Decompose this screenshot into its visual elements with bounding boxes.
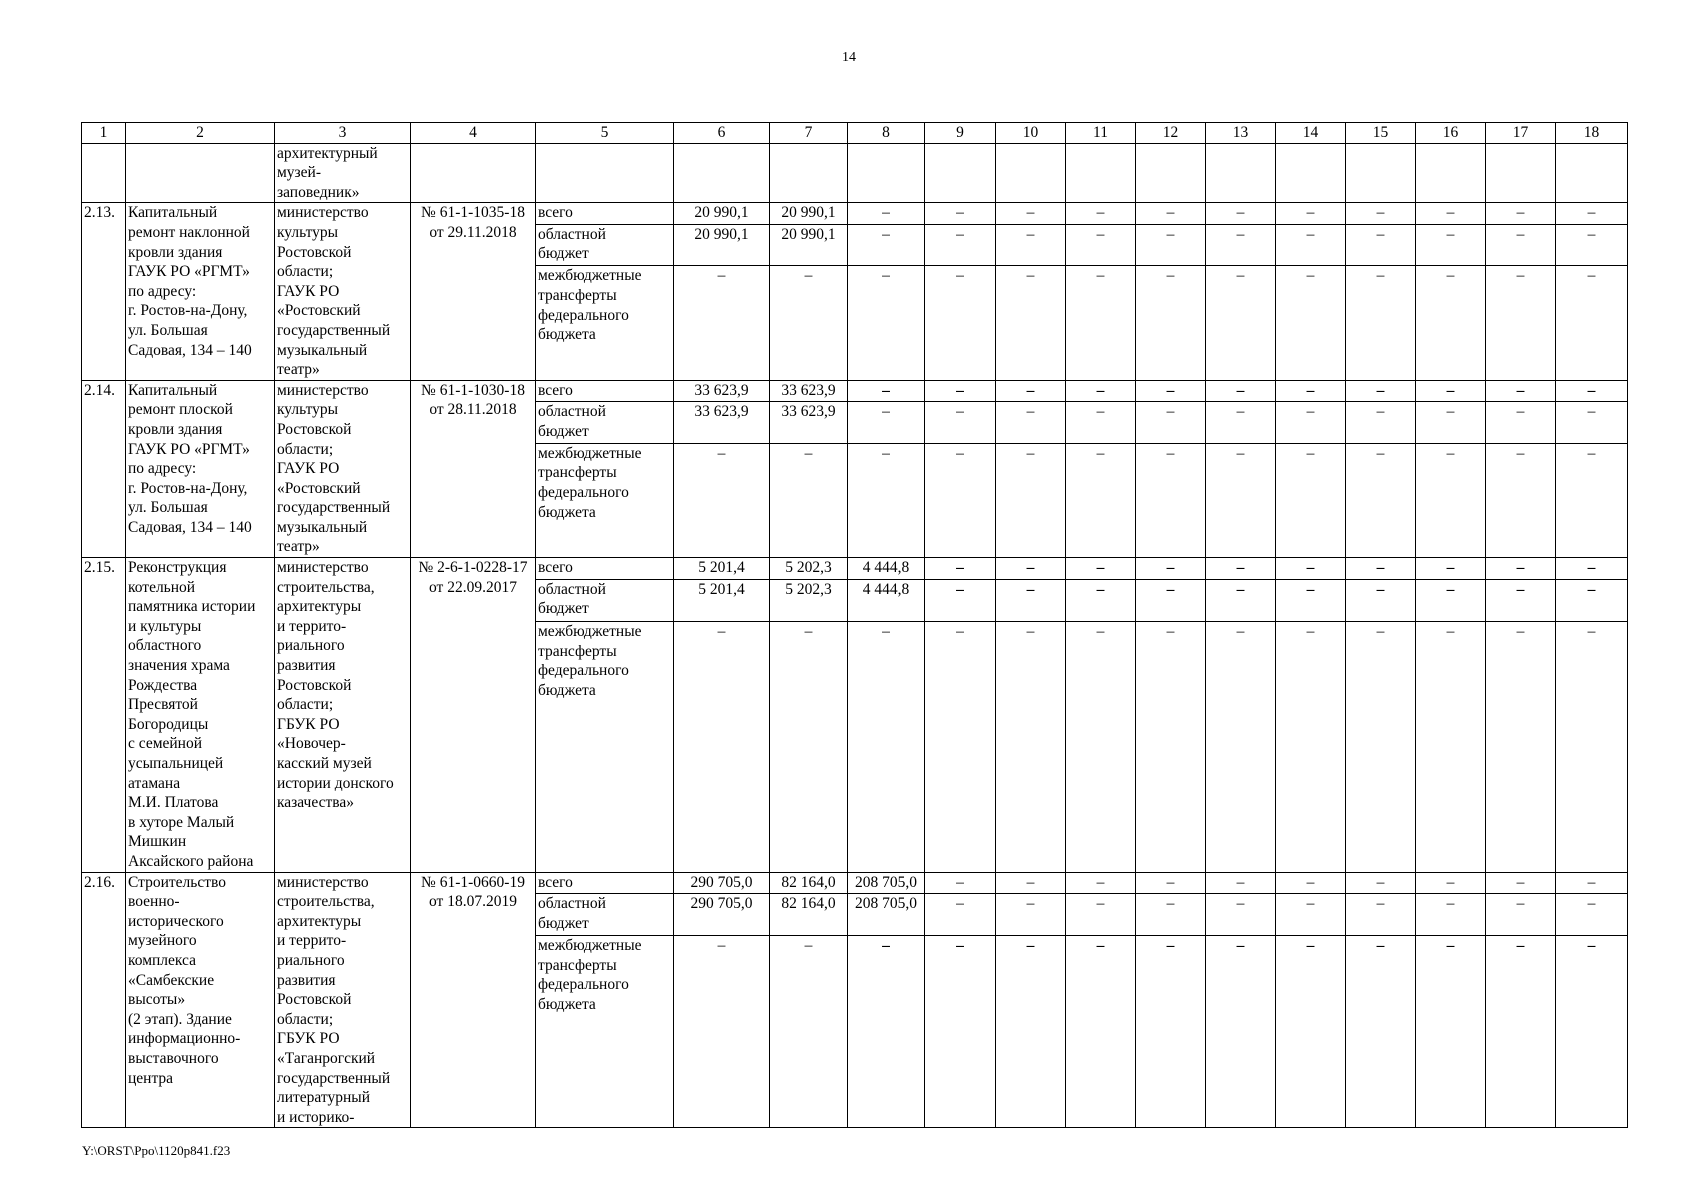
- value-col-16: –: [1416, 558, 1486, 580]
- item-number: 2.13.: [82, 203, 126, 380]
- funding-source: всего: [536, 558, 674, 580]
- value-col-11: –: [1066, 402, 1136, 444]
- value-col-13: –: [1206, 579, 1276, 621]
- value-col-17: –: [1486, 443, 1556, 557]
- column-header: 8: [848, 123, 925, 144]
- funding-source: всего: [536, 203, 674, 224]
- value-col-9: –: [925, 894, 996, 936]
- value-col-7: 20 990,1: [770, 224, 848, 266]
- value-col-7: 33 623,9: [770, 402, 848, 444]
- item-document: № 2-6-1-0228-17 от 22.09.2017: [411, 558, 536, 873]
- value-col-14: –: [1276, 558, 1346, 580]
- value-col-15: –: [1346, 380, 1416, 401]
- value-col-17: –: [1486, 224, 1556, 266]
- value-col-9: –: [925, 936, 996, 1128]
- value-col-8: –: [848, 266, 925, 380]
- value-col-6: 290 705,0: [674, 894, 770, 936]
- value-col-16: –: [1416, 579, 1486, 621]
- item-number: 2.15.: [82, 558, 126, 873]
- value-col-6: 33 623,9: [674, 402, 770, 444]
- column-header: 13: [1206, 123, 1276, 144]
- column-header: 9: [925, 123, 996, 144]
- item-number: 2.14.: [82, 380, 126, 557]
- value-col-16: –: [1416, 936, 1486, 1128]
- table-row: [82, 558, 1628, 580]
- funding-source: всего: [536, 380, 674, 401]
- value-col-13: –: [1206, 380, 1276, 401]
- value-col-6: 5 201,4: [674, 558, 770, 580]
- value-col-12: –: [1136, 203, 1206, 224]
- value-col-10: –: [996, 894, 1066, 936]
- value-col-8: –: [848, 936, 925, 1128]
- value-col-7: 82 164,0: [770, 872, 848, 894]
- value-col-7: –: [770, 622, 848, 872]
- value-col-12: –: [1136, 402, 1206, 444]
- value-col-15: –: [1346, 443, 1416, 557]
- column-header: 6: [674, 123, 770, 144]
- value-col-6: –: [674, 443, 770, 557]
- value-col-13: –: [1206, 558, 1276, 580]
- value-col-10: –: [996, 936, 1066, 1128]
- value-col-8: 4 444,8: [848, 579, 925, 621]
- value-col-11: –: [1066, 579, 1136, 621]
- column-header: 11: [1066, 123, 1136, 144]
- column-header: 2: [126, 123, 275, 144]
- value-col-14: –: [1276, 579, 1346, 621]
- table-row: [82, 380, 1628, 401]
- value-col-14: –: [1276, 266, 1346, 380]
- value-col-16: –: [1416, 872, 1486, 894]
- value-col-14: –: [1276, 872, 1346, 894]
- funding-source: межбюджетные трансферты федерального бюджета: [536, 443, 674, 557]
- value-col-6: 33 623,9: [674, 380, 770, 401]
- column-header: 18: [1556, 123, 1628, 144]
- value-col-17: –: [1486, 558, 1556, 580]
- value-col-9: –: [925, 380, 996, 401]
- value-col-13: –: [1206, 894, 1276, 936]
- funding-source: межбюджетные трансферты федерального бюджета: [536, 622, 674, 872]
- value-col-6: –: [674, 622, 770, 872]
- value-col-8: –: [848, 402, 925, 444]
- value-col-16: –: [1416, 266, 1486, 380]
- continuation-org: архитектурный музей- заповедник»: [275, 143, 411, 203]
- value-col-10: –: [996, 224, 1066, 266]
- value-col-11: –: [1066, 894, 1136, 936]
- value-col-8: –: [848, 224, 925, 266]
- value-col-13: –: [1206, 402, 1276, 444]
- value-col-15: –: [1346, 936, 1416, 1128]
- value-col-6: 20 990,1: [674, 203, 770, 224]
- value-col-13: –: [1206, 203, 1276, 224]
- value-col-15: –: [1346, 224, 1416, 266]
- value-col-18: –: [1556, 224, 1628, 266]
- value-col-10: –: [996, 402, 1066, 444]
- value-col-7: –: [770, 443, 848, 557]
- value-col-9: –: [925, 872, 996, 894]
- value-col-9: –: [925, 558, 996, 580]
- value-col-9: –: [925, 203, 996, 224]
- column-header: 4: [411, 123, 536, 144]
- value-col-17: –: [1486, 402, 1556, 444]
- item-organization: министерство строительства, архитектуры и террито- риального развития Ростовской области; ГБУК РО «Таганрогский государственный литературный и историко-: [275, 872, 411, 1128]
- column-header: 5: [536, 123, 674, 144]
- value-col-10: –: [996, 558, 1066, 580]
- value-col-11: –: [1066, 443, 1136, 557]
- column-number-row: [82, 123, 1628, 144]
- value-col-18: –: [1556, 558, 1628, 580]
- value-col-16: –: [1416, 894, 1486, 936]
- value-col-17: –: [1486, 203, 1556, 224]
- value-col-18: –: [1556, 266, 1628, 380]
- value-col-18: –: [1556, 579, 1628, 621]
- value-col-6: –: [674, 936, 770, 1128]
- value-col-10: –: [996, 266, 1066, 380]
- value-col-15: –: [1346, 872, 1416, 894]
- value-col-12: –: [1136, 894, 1206, 936]
- value-col-15: –: [1346, 402, 1416, 444]
- value-col-13: –: [1206, 936, 1276, 1128]
- value-col-15: –: [1346, 266, 1416, 380]
- value-col-7: 33 623,9: [770, 380, 848, 401]
- item-document: № 61-1-1030-18 от 28.11.2018: [411, 380, 536, 557]
- column-header: 10: [996, 123, 1066, 144]
- funding-source: областной бюджет: [536, 894, 674, 936]
- value-col-17: –: [1486, 380, 1556, 401]
- value-col-8: 208 705,0: [848, 872, 925, 894]
- value-col-11: –: [1066, 380, 1136, 401]
- item-name: Реконструкция котельной памятника истории и культуры областного значения храма Рождества Пресвятой Богородицы с семейной усыпальницей атамана М.И. Платова в хуторе Малый Мишкин Аксайского района: [126, 558, 275, 873]
- item-organization: министерство строительства, архитектуры и террито- риального развития Ростовской области; ГБУК РО «Новочер- касский музей истории донского казачества»: [275, 558, 411, 873]
- funding-source: областной бюджет: [536, 402, 674, 444]
- value-col-8: –: [848, 203, 925, 224]
- funding-source: межбюджетные трансферты федерального бюджета: [536, 266, 674, 380]
- column-header: 12: [1136, 123, 1206, 144]
- item-name: Капитальный ремонт наклонной кровли здания ГАУК РО «РГМТ» по адресу: г. Ростов-на-Дону, ул. Большая Садовая, 134 – 140: [126, 203, 275, 380]
- value-col-13: –: [1206, 872, 1276, 894]
- value-col-7: 82 164,0: [770, 894, 848, 936]
- value-col-15: –: [1346, 894, 1416, 936]
- value-col-6: –: [674, 266, 770, 380]
- value-col-11: –: [1066, 872, 1136, 894]
- value-col-16: –: [1416, 443, 1486, 557]
- value-col-11: –: [1066, 936, 1136, 1128]
- value-col-14: –: [1276, 402, 1346, 444]
- value-col-10: –: [996, 203, 1066, 224]
- value-col-14: –: [1276, 622, 1346, 872]
- value-col-12: –: [1136, 224, 1206, 266]
- value-col-14: –: [1276, 936, 1346, 1128]
- value-col-17: –: [1486, 266, 1556, 380]
- value-col-16: –: [1416, 203, 1486, 224]
- column-header: 14: [1276, 123, 1346, 144]
- value-col-6: 290 705,0: [674, 872, 770, 894]
- continuation-row: [82, 143, 1628, 203]
- value-col-17: –: [1486, 579, 1556, 621]
- value-col-12: –: [1136, 936, 1206, 1128]
- value-col-17: –: [1486, 894, 1556, 936]
- value-col-6: 20 990,1: [674, 224, 770, 266]
- item-organization: министерство культуры Ростовской области; ГАУК РО «Ростовский государственный музыкальный театр»: [275, 203, 411, 380]
- item-name: Капитальный ремонт плоской кровли здания ГАУК РО «РГМТ» по адресу: г. Ростов-на-Дону, ул. Большая Садовая, 134 – 140: [126, 380, 275, 557]
- value-col-7: –: [770, 266, 848, 380]
- value-col-17: –: [1486, 936, 1556, 1128]
- value-col-17: –: [1486, 622, 1556, 872]
- value-col-9: –: [925, 266, 996, 380]
- value-col-11: –: [1066, 622, 1136, 872]
- value-col-15: –: [1346, 558, 1416, 580]
- value-col-12: –: [1136, 266, 1206, 380]
- value-col-9: –: [925, 622, 996, 872]
- value-col-12: –: [1136, 443, 1206, 557]
- value-col-12: –: [1136, 622, 1206, 872]
- value-col-14: –: [1276, 380, 1346, 401]
- value-col-15: –: [1346, 203, 1416, 224]
- item-document: № 61-1-0660-19 от 18.07.2019: [411, 872, 536, 1128]
- value-col-7: –: [770, 936, 848, 1128]
- value-col-12: –: [1136, 558, 1206, 580]
- column-header: 1: [82, 123, 126, 144]
- item-document: № 61-1-1035-18 от 29.11.2018: [411, 203, 536, 380]
- value-col-15: –: [1346, 622, 1416, 872]
- value-col-18: –: [1556, 872, 1628, 894]
- value-col-9: –: [925, 579, 996, 621]
- value-col-11: –: [1066, 558, 1136, 580]
- value-col-13: –: [1206, 622, 1276, 872]
- value-col-14: –: [1276, 894, 1346, 936]
- page-number: 14: [842, 50, 856, 65]
- value-col-12: –: [1136, 872, 1206, 894]
- value-col-8: 208 705,0: [848, 894, 925, 936]
- value-col-8: –: [848, 622, 925, 872]
- value-col-10: –: [996, 579, 1066, 621]
- value-col-8: –: [848, 443, 925, 557]
- value-col-18: –: [1556, 380, 1628, 401]
- value-col-16: –: [1416, 224, 1486, 266]
- value-col-13: –: [1206, 266, 1276, 380]
- value-col-16: –: [1416, 402, 1486, 444]
- value-col-11: –: [1066, 203, 1136, 224]
- value-col-9: –: [925, 224, 996, 266]
- value-col-17: –: [1486, 872, 1556, 894]
- item-name: Строительство военно- исторического музейного комплекса «Самбекские высоты» (2 этап). Здание информационно- выставочного центра: [126, 872, 275, 1128]
- column-header: 17: [1486, 123, 1556, 144]
- value-col-18: –: [1556, 622, 1628, 872]
- value-col-8: 4 444,8: [848, 558, 925, 580]
- value-col-10: –: [996, 622, 1066, 872]
- footer-file-path: Y:\ORST\Ppo\1120p841.f23: [82, 1143, 231, 1158]
- value-col-15: –: [1346, 579, 1416, 621]
- value-col-18: –: [1556, 936, 1628, 1128]
- value-col-10: –: [996, 380, 1066, 401]
- value-col-11: –: [1066, 266, 1136, 380]
- value-col-10: –: [996, 872, 1066, 894]
- table-body: [82, 123, 1628, 1128]
- value-col-9: –: [925, 443, 996, 557]
- value-col-13: –: [1206, 224, 1276, 266]
- value-col-8: –: [848, 380, 925, 401]
- value-col-14: –: [1276, 224, 1346, 266]
- table-row: [82, 203, 1628, 224]
- value-col-13: –: [1206, 443, 1276, 557]
- value-col-12: –: [1136, 380, 1206, 401]
- value-col-12: –: [1136, 579, 1206, 621]
- column-header: 7: [770, 123, 848, 144]
- column-header: 15: [1346, 123, 1416, 144]
- value-col-16: –: [1416, 380, 1486, 401]
- value-col-18: –: [1556, 402, 1628, 444]
- value-col-9: –: [925, 402, 996, 444]
- value-col-14: –: [1276, 443, 1346, 557]
- funding-source: всего: [536, 872, 674, 894]
- column-header: 3: [275, 123, 411, 144]
- item-organization: министерство культуры Ростовской области; ГАУК РО «Ростовский государственный музыкальный театр»: [275, 380, 411, 557]
- value-col-7: 5 202,3: [770, 579, 848, 621]
- value-col-18: –: [1556, 894, 1628, 936]
- value-col-14: –: [1276, 203, 1346, 224]
- value-col-16: –: [1416, 622, 1486, 872]
- item-number: 2.16.: [82, 872, 126, 1128]
- funding-source: областной бюджет: [536, 224, 674, 266]
- value-col-6: 5 201,4: [674, 579, 770, 621]
- column-header: 16: [1416, 123, 1486, 144]
- funding-source: областной бюджет: [536, 579, 674, 621]
- value-col-18: –: [1556, 443, 1628, 557]
- value-col-10: –: [996, 443, 1066, 557]
- budget-table: [81, 122, 1628, 1128]
- value-col-18: –: [1556, 203, 1628, 224]
- funding-source: межбюджетные трансферты федерального бюджета: [536, 936, 674, 1128]
- value-col-7: 20 990,1: [770, 203, 848, 224]
- table-row: [82, 872, 1628, 894]
- value-col-11: –: [1066, 224, 1136, 266]
- value-col-7: 5 202,3: [770, 558, 848, 580]
